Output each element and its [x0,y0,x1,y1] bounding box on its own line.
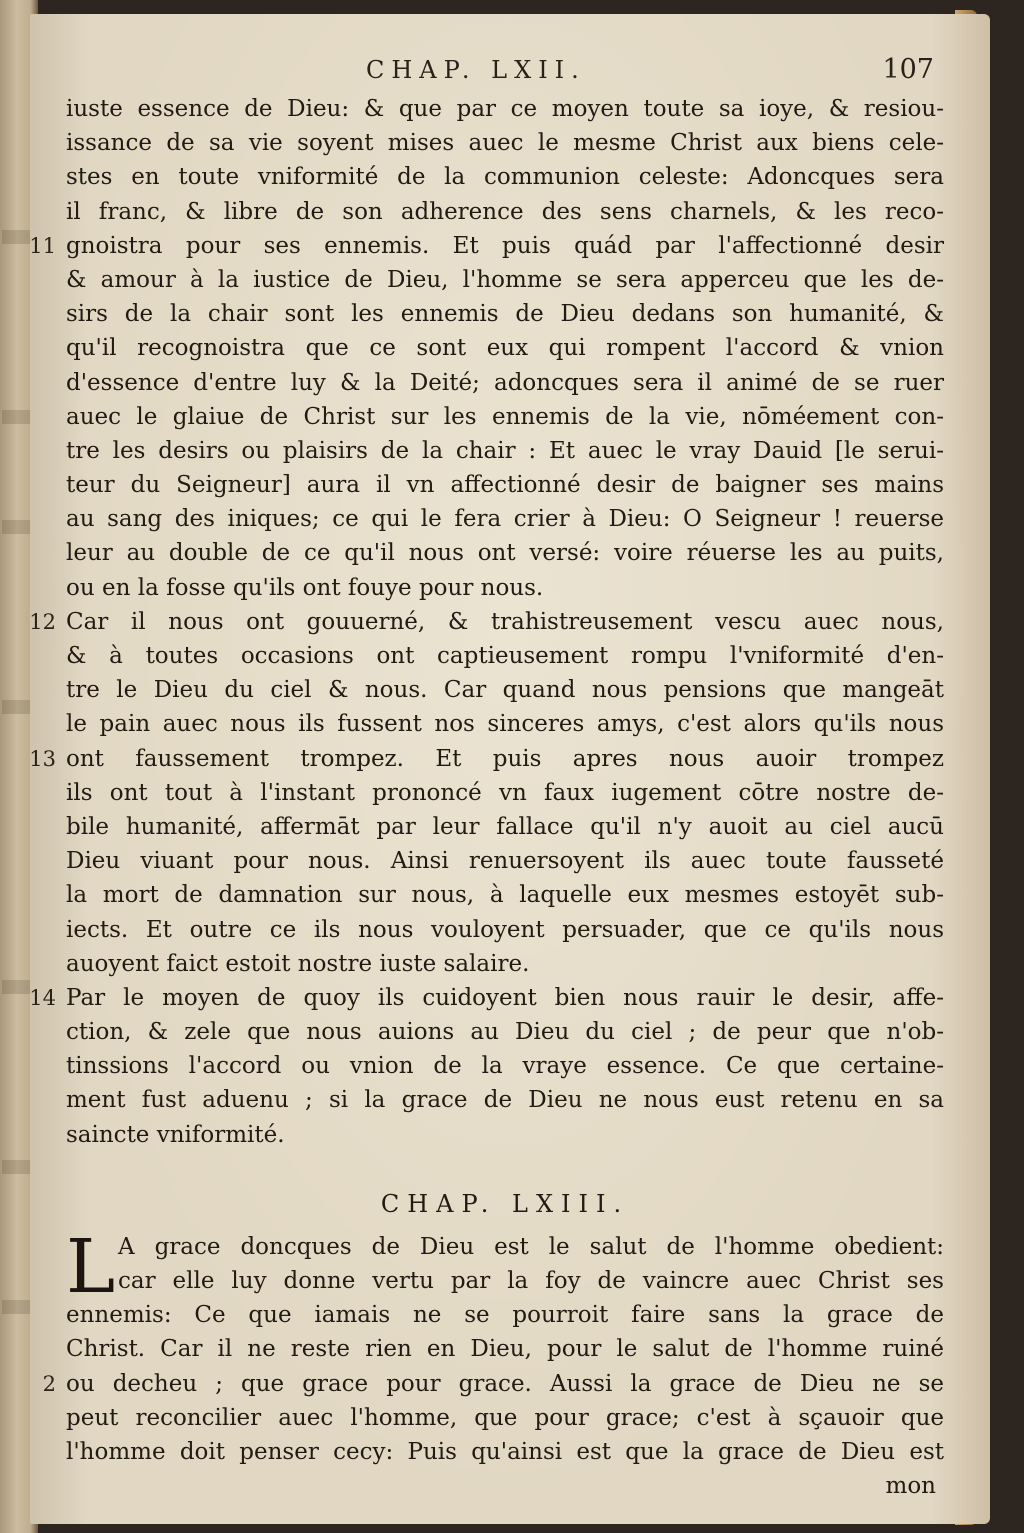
line-text: & à toutes occasions ont captieusement rompu l'vniformité d'en- [66,643,944,669]
text-line [66,297,944,331]
line-text: ment fust aduenu ; si la grace de Dieu ne nous eust retenu en sa [66,1087,944,1114]
line-text: la mort de damnation sur nous, à laquelle eux mesmes estoyēt sub- [66,882,944,909]
folio-number: 107 [882,54,934,85]
line-text: tre les desirs ou plaisirs de la chair : Et auec le vray Dauid [le serui- [66,437,944,464]
text-line [66,776,944,810]
line-text: ou decheu ; que grace pour grace. Aussi la grace de Dieu ne se [66,1370,944,1397]
verse-number: 2 [42,1371,56,1396]
text-line [42,1367,944,1401]
line-text: iuste essence de Dieu: & que par ce moyen toute sa ioye, & resiou- [66,96,944,122]
verse-number: 13 [29,746,56,771]
text-line [66,263,944,297]
line-text: qu'il recognoistra que ce sont eux qui rompent l'accord & vnion [66,335,944,362]
text-line [66,1332,944,1366]
text-line [66,1230,944,1264]
text-line [66,502,944,536]
line-text: auec le glaiue de Christ sur les ennemis de la vie, nōméement con- [66,403,944,430]
text-line [66,707,944,741]
text-line [66,810,944,844]
text-line [66,195,944,229]
text-line [66,639,944,673]
line-text: A grace doncques de Dieu est le salut de l'homme obedient: [118,1233,944,1260]
line-text: iects. Et outre ce ils nous vouloyent persuader, que ce qu'ils nous [66,916,944,943]
line-text: saincte vniformité. [66,1121,285,1148]
text-line [66,673,944,707]
text-line [66,1298,944,1332]
text-line [66,1049,944,1083]
line-text: ils ont tout à l'instant prononcé vn faux iugement cōtre nostre de- [66,779,944,806]
line-text: Christ. Car il ne reste rien en Dieu, pour le salut de l'homme ruiné [66,1336,944,1363]
verse-number: 12 [29,609,56,634]
line-text: auoyent faict estoit nostre iuste salaire. [66,950,530,977]
line-text: le pain auec nous ils fussent nos sinceres amys, c'est alors qu'ils nous [66,711,944,738]
catchword: mon [885,1473,936,1500]
line-text: issance de sa vie soyent mises auec le mesme Christ aux biens cele- [66,130,944,157]
line-text: tre le Dieu du ciel & nous. Car quand nous pensions que mangeāt [66,677,944,704]
line-text: il franc, & libre de son adherence des sens charnels, & les reco- [66,198,944,225]
text-line [29,229,944,263]
line-text: stes en toute vniformité de la communion celeste: Adoncques sera [66,164,944,191]
text-line [66,844,944,878]
line-text: au sang des iniques; ce qui le fera crier à Dieu: O Seigneur ! reuerse [66,506,944,533]
text-line [66,1435,944,1469]
text-line [66,947,944,981]
text-line [66,1083,944,1117]
text-line [66,913,944,947]
line-text: ont faussement trompez. Et puis apres nous auoir trompez [66,745,944,772]
text-line [66,400,944,434]
text-line [29,605,944,639]
text-line [66,160,944,194]
text-line [66,331,944,365]
chapter-62-text [29,92,944,1152]
line-text: Car il nous ont gouuerné, & trahistreusement vescu auec nous, [66,608,944,635]
line-text: car elle luy donne vertu par la foy de vaincre auec Christ ses [118,1268,944,1294]
text-line [66,536,944,570]
text-line [66,1015,944,1049]
line-text: & amour à la iustice de Dieu, l'homme se sera apperceu que les de- [66,266,944,293]
verse-number: 11 [29,233,56,258]
line-text: ou en la fosse qu'ils ont fouye pour nous. [66,574,544,601]
text-line [66,126,944,160]
text-line [66,468,944,502]
text-line [29,742,944,776]
line-text: bile humanité, affermāt par leur fallace qu'il n'y auoit au ciel aucū [66,813,944,840]
line-text: leur au double de ce qu'il nous ont versé: voire réuerse les au puits, [66,540,944,567]
text-line [66,878,944,912]
text-line [66,366,944,400]
line-text: d'essence d'entre luy & la Deité; adoncques sera il animé de se ruer [66,369,944,396]
chapter-63-text [42,1223,944,1469]
catchword-line [66,1469,944,1503]
line-text: teur du Seigneur] aura il vn affectionné desir de baigner ses mains [66,472,944,499]
text-line [66,1264,944,1298]
drop-cap-initial: L [66,1223,116,1310]
running-head-title: CHAP. LXII. [366,56,586,84]
line-text: l'homme doit penser cecy: Puis qu'ainsi est que la grace de Dieu est [66,1438,944,1465]
running-head [60,56,940,92]
line-text: tinssions l'accord ou vnion de la vraye essence. Ce que certaine- [66,1053,944,1080]
text-line [66,434,944,468]
verse-number: 14 [29,985,56,1010]
text-line [66,92,944,126]
line-text: ction, & zele que nous auions au Dieu du ciel ; de peur que n'ob- [66,1019,944,1046]
text-line [29,981,944,1015]
line-text: Dieu viuant pour nous. Ainsi renuersoyent ils auec toute fausseté [66,848,944,875]
text-line [66,571,944,605]
chapter-heading: CHAP. LXIII. [380,1189,630,1218]
text-block [29,92,944,1503]
line-text: sirs de la chair sont les ennemis de Dieu dedans son humanité, & [66,301,944,328]
line-text: gnoistra pour ses ennemis. Et puis quád par l'affectionné desir [66,232,944,259]
line-text: peut reconcilier auec l'homme, que pour grace; c'est à sçauoir que [66,1404,944,1431]
line-text: Par le moyen de quoy ils cuidoyent bien nous rauir le desir, affe- [66,984,944,1011]
text-line [66,1401,944,1435]
text-line [66,1118,944,1152]
line-text: ennemis: Ce que iamais ne se pourroit faire sans la grace de [66,1302,944,1329]
